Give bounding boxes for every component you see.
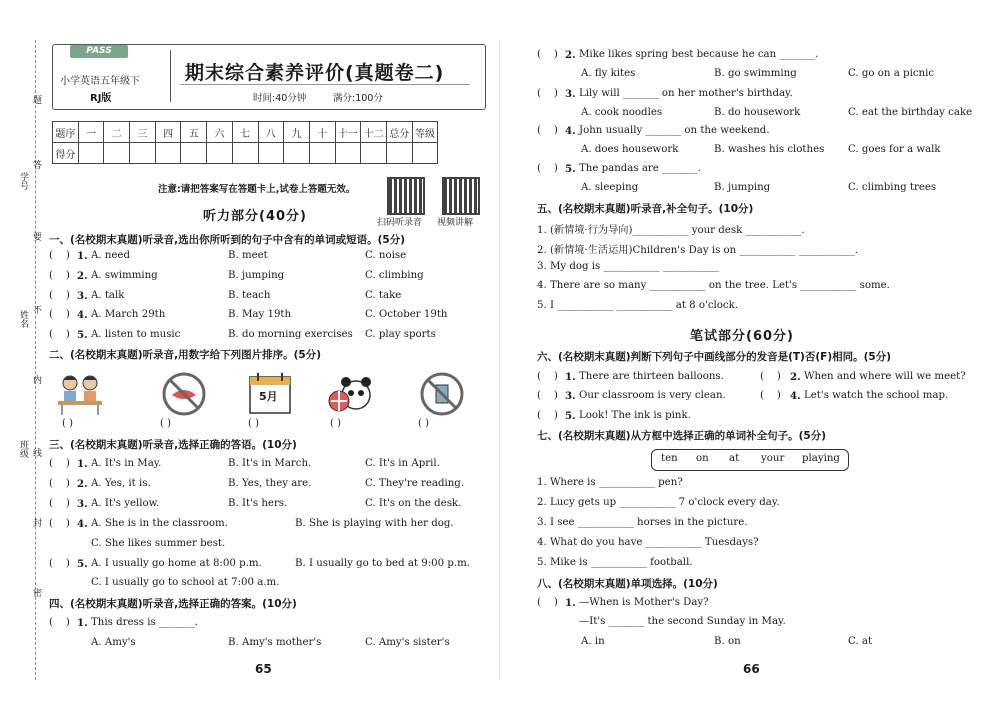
question-number: 1. <box>77 458 88 470</box>
fill-in-line[interactable]: 3. My dog is ___________ ___________ <box>537 261 719 272</box>
score-cell[interactable] <box>155 143 181 164</box>
paren-blank[interactable]: ( ) <box>49 270 70 281</box>
no-drinks-sign-picture <box>414 371 470 417</box>
question-text: When and where will we meet? <box>804 371 966 382</box>
qr-code-video[interactable] <box>442 177 480 215</box>
fill-in-line[interactable]: 5. Mike is ___________ football. <box>537 557 693 568</box>
option-b[interactable]: B. go swimming <box>714 68 797 79</box>
question-number: 3. <box>77 290 88 302</box>
fill-in-line[interactable]: 2. (新情境·生活运用)Children's Day is on ___________ ___________. <box>537 245 859 256</box>
option-a[interactable]: A. It's in May. <box>91 458 162 469</box>
notice-text: 注意:请把答案写在答题卡上,试卷上答题无效。 <box>158 184 356 195</box>
table-header-cell: 八 <box>258 122 284 143</box>
paren-blank[interactable]: ( ) <box>49 329 70 340</box>
question-number: 4. <box>77 518 88 530</box>
option-a[interactable]: A. Amy's <box>91 637 136 648</box>
table-header-cell: 题序 <box>53 122 79 143</box>
table-header-cell: 十二 <box>361 122 387 143</box>
table-header-cell: 十 <box>309 122 335 143</box>
edition-label: RJ版 <box>90 93 112 104</box>
question-text: There are thirteen balloons. <box>579 371 724 382</box>
paren-blank[interactable]: ( ) <box>49 617 70 628</box>
kids-reading-picture <box>52 371 108 417</box>
question-text: Look! The ink is pink. <box>579 410 691 421</box>
question-text: This dress is _______. <box>91 617 198 628</box>
score-cell[interactable] <box>232 143 258 164</box>
option-a[interactable]: A. listen to music <box>91 329 181 340</box>
table-header-cell: 一 <box>78 122 104 143</box>
paren-blank[interactable]: ( ) <box>537 88 558 99</box>
time-label: 时间:40分钟 <box>253 93 307 104</box>
paren-blank[interactable]: ( ) <box>49 478 70 489</box>
table-header-cell: 二 <box>104 122 130 143</box>
score-row-label: 得分 <box>53 143 79 164</box>
option-c[interactable]: C. climbing trees <box>848 182 937 193</box>
section-5-title: 五、(名校期末真题)听录音,补全句子。(10分) <box>537 203 754 215</box>
side-label-mi: 密 <box>31 588 41 597</box>
table-header-cell: 三 <box>130 122 156 143</box>
question-number: 5. <box>77 329 88 341</box>
table-header-cell: 等级 <box>412 122 438 143</box>
section-6-title: 六、(名校期末真题)判断下列句子中画线部分的发音是(T)否(F)相同。(5分) <box>537 351 892 363</box>
option-c[interactable]: C. They're reading. <box>365 478 465 489</box>
fill-in-line[interactable]: 5. I ___________ ___________ at 8 o'clock. <box>537 300 739 311</box>
option-b[interactable]: B. She is playing with her dog. <box>295 518 454 529</box>
option-b[interactable]: B. teach <box>228 290 271 301</box>
question-text: Our classroom is very clean. <box>579 390 726 401</box>
option-b[interactable]: B. jumping <box>714 182 771 193</box>
option-c[interactable]: C. climbing <box>365 270 424 281</box>
side-label-da: 答 <box>31 160 41 169</box>
option-a[interactable]: A. does housework <box>581 144 679 155</box>
question-number: 1. <box>565 371 576 383</box>
question-number: 3. <box>565 390 576 402</box>
paren-blank[interactable]: ( ) <box>760 371 781 382</box>
option-c[interactable]: C. eat the birthday cake <box>848 107 973 118</box>
fill-in-line[interactable]: 2. Lucy gets up ___________ 7 o'clock every day. <box>537 497 780 508</box>
table-header-cell: 总分 <box>386 122 412 143</box>
question-number: 3. <box>77 498 88 510</box>
picture-order-blank[interactable]: ( ) <box>248 418 259 429</box>
picture-order-blank[interactable]: ( ) <box>418 418 429 429</box>
section-2-title: 二、(名校期末真题)听录音,用数字给下列图片排序。(5分) <box>49 349 321 361</box>
paren-blank[interactable]: ( ) <box>49 458 70 469</box>
question-number: 1. <box>77 250 88 262</box>
fill-in-line[interactable]: 4. There are so many ___________ on the tree. Let's ___________ some. <box>537 280 890 291</box>
question-text: John usually _______ on the weekend. <box>579 125 770 136</box>
score-cell[interactable] <box>207 143 233 164</box>
picture-order-blank[interactable]: ( ) <box>330 418 341 429</box>
section-7-title: 七、(名校期末真题)从方框中选择正确的单词补全句子。(5分) <box>537 430 827 442</box>
question-number: 4. <box>790 390 801 402</box>
option-b[interactable]: B. May 19th <box>228 309 292 320</box>
paren-blank[interactable]: ( ) <box>537 597 558 608</box>
option-c[interactable]: C. She likes summer best. <box>91 538 226 549</box>
option-b[interactable]: B. It's in March. <box>228 458 312 469</box>
paren-blank[interactable]: ( ) <box>537 390 558 401</box>
page-number-right: 66 <box>743 662 760 676</box>
question-number: 3. <box>565 88 576 100</box>
question-number: 1. <box>77 617 88 629</box>
question-text: —It's _______ the second Sunday in May. <box>579 616 786 627</box>
paren-blank[interactable]: ( ) <box>537 163 558 174</box>
question-number: 4. <box>565 125 576 137</box>
option-a[interactable]: A. fly kites <box>581 68 636 79</box>
grade-label: 小学英语五年级下 <box>60 76 140 87</box>
score-cell[interactable] <box>104 143 130 164</box>
paren-blank[interactable]: ( ) <box>49 309 70 320</box>
fill-in-line[interactable]: 3. I see ___________ horses in the picture. <box>537 517 748 528</box>
question-number: 2. <box>565 49 576 61</box>
paren-blank[interactable]: ( ) <box>537 49 558 60</box>
score-cell[interactable] <box>309 143 335 164</box>
paren-blank[interactable]: ( ) <box>537 125 558 136</box>
score-cell[interactable] <box>361 143 387 164</box>
binding-line <box>35 40 37 680</box>
table-header-cell: 六 <box>207 122 233 143</box>
option-c[interactable]: C. goes for a walk <box>848 144 941 155</box>
page-title: 期末综合素养评价(真题卷二) <box>185 62 445 84</box>
score-cell[interactable] <box>258 143 284 164</box>
panda-ball-picture <box>326 371 382 417</box>
option-a[interactable]: A. Yes, it is. <box>91 478 151 489</box>
question-text: Let's watch the school map. <box>804 390 949 401</box>
option-c[interactable]: C. Amy's sister's <box>365 637 450 648</box>
fill-in-line[interactable]: 1. (新情境·行为导向)___________ your desk ___________. <box>537 225 805 236</box>
pass-badge: PASS <box>70 45 128 58</box>
option-c[interactable]: C. It's on the desk. <box>365 498 462 509</box>
paren-blank[interactable]: ( ) <box>49 558 70 569</box>
score-label: 满分:100分 <box>333 93 383 104</box>
paren-blank[interactable]: ( ) <box>49 498 70 509</box>
question-number: 2. <box>77 270 88 282</box>
option-a[interactable]: A. March 29th <box>91 309 166 320</box>
question-number: 2. <box>77 478 88 490</box>
word-bank-item: at <box>729 453 740 464</box>
question-number: 5. <box>565 410 576 422</box>
qr-video-label: 视频讲解 <box>437 218 474 228</box>
fill-in-line[interactable]: 1. Where is ___________ pen? <box>537 477 683 488</box>
question-text: —When is Mother's Day? <box>579 597 709 608</box>
option-a[interactable]: A. need <box>91 250 130 261</box>
option-a[interactable]: A. It's yellow. <box>91 498 160 509</box>
table-header-cell: 四 <box>155 122 181 143</box>
paren-blank[interactable]: ( ) <box>537 371 558 382</box>
question-text: Lily will _______ on her mother's birthday. <box>579 88 793 99</box>
option-c[interactable]: C. October 19th <box>365 309 448 320</box>
option-b[interactable]: B. Yes, they are. <box>228 478 312 489</box>
paren-blank[interactable]: ( ) <box>537 410 558 421</box>
option-b[interactable]: B. It's hers. <box>228 498 288 509</box>
score-cell[interactable] <box>78 143 104 164</box>
option-a[interactable]: A. talk <box>91 290 125 301</box>
table-header-cell: 七 <box>232 122 258 143</box>
option-a[interactable]: A. sleeping <box>581 182 639 193</box>
listening-section-title: 听力部分(40分) <box>203 209 307 224</box>
option-a[interactable]: A. in <box>581 636 605 647</box>
side-label-nei: 内 <box>31 375 41 384</box>
word-bank-item: your <box>761 453 785 464</box>
option-c[interactable]: C. go on a picnic <box>848 68 935 79</box>
question-text: The pandas are _______. <box>579 163 701 174</box>
section-1-title: 一、(名校期末真题)听录音,选出你所听到的句子中含有的单词或短语。(5分) <box>49 234 405 246</box>
section-8-title: 八、(名校期末真题)单项选择。(10分) <box>537 578 718 590</box>
table-header-cell: 十一 <box>335 122 361 143</box>
page-number-left: 65 <box>255 662 272 676</box>
option-b[interactable]: B. washes his clothes <box>714 144 825 155</box>
option-c[interactable]: C. take <box>365 290 402 301</box>
score-cell[interactable] <box>284 143 310 164</box>
score-cell[interactable] <box>335 143 361 164</box>
side-label-xian: 线 <box>31 448 41 457</box>
paren-blank[interactable]: ( ) <box>760 390 781 401</box>
word-bank-item: ten <box>661 453 678 464</box>
score-cell[interactable] <box>130 143 156 164</box>
qr-scan-label: 扫码听录音 <box>377 218 423 228</box>
table-header-cell: 五 <box>181 122 207 143</box>
side-label-class: 班级 <box>18 440 28 458</box>
option-c[interactable]: C. It's in April. <box>365 458 440 469</box>
section-3-title: 三、(名校期末真题)听录音,选择正确的答语。(10分) <box>49 439 297 451</box>
side-label-name: 姓名 <box>18 310 28 328</box>
question-number: 5. <box>565 163 576 175</box>
option-c[interactable]: C. I usually go to school at 7:00 a.m. <box>91 577 280 588</box>
question-number: 4. <box>77 309 88 321</box>
question-number: 5. <box>77 558 88 570</box>
option-a[interactable]: A. swimming <box>91 270 158 281</box>
option-b[interactable]: B. jumping <box>228 270 285 281</box>
word-bank-item: playing <box>802 453 840 464</box>
paren-blank[interactable]: ( ) <box>49 290 70 301</box>
option-c[interactable]: C. noise <box>365 250 407 261</box>
paren-blank[interactable]: ( ) <box>49 518 70 529</box>
qr-code-audio[interactable] <box>387 177 425 215</box>
score-cell[interactable] <box>386 143 412 164</box>
paren-blank[interactable]: ( ) <box>49 250 70 261</box>
option-b[interactable]: B. do housework <box>714 107 801 118</box>
section-4-title: 四、(名校期末真题)听录音,选择正确的答案。(10分) <box>49 598 297 610</box>
score-cell[interactable] <box>181 143 207 164</box>
fill-in-line[interactable]: 4. What do you have ___________ Tuesdays? <box>537 537 759 548</box>
option-a[interactable]: A. She is in the classroom. <box>91 518 228 529</box>
option-a[interactable]: A. I usually go home at 8:00 p.m. <box>91 558 262 569</box>
score-cell[interactable] <box>412 143 438 164</box>
table-header-cell: 九 <box>284 122 310 143</box>
no-talking-sign-picture <box>156 371 212 417</box>
picture-order-blank[interactable]: ( ) <box>160 418 171 429</box>
side-label-bu: 不 <box>31 305 41 314</box>
picture-order-blank[interactable]: ( ) <box>62 418 73 429</box>
option-b[interactable]: B. on <box>714 636 741 647</box>
question-text: Mike likes spring best because he can _______. <box>579 49 819 60</box>
side-label-ti: 题 <box>31 95 41 104</box>
word-bank-item: on <box>696 453 709 464</box>
option-c[interactable]: C. play sports <box>365 329 436 340</box>
option-b[interactable]: B. I usually go to bed at 9:00 p.m. <box>295 558 471 569</box>
question-number: 1. <box>565 597 576 609</box>
option-a[interactable]: A. cook noodles <box>581 107 663 118</box>
option-c[interactable]: C. at <box>848 636 873 647</box>
side-label-feng: 封 <box>31 518 41 527</box>
option-b[interactable]: B. Amy's mother's <box>228 637 322 648</box>
option-b[interactable]: B. meet <box>228 250 268 261</box>
side-label-yao: 要 <box>31 232 41 241</box>
score-table <box>52 121 438 164</box>
question-number: 2. <box>790 371 801 383</box>
calendar-month-label: 5月 <box>259 390 278 403</box>
writing-section-title: 笔试部分(60分) <box>690 329 794 344</box>
side-label-student-id: 学号 <box>18 172 28 190</box>
option-b[interactable]: B. do morning exercises <box>228 329 353 340</box>
